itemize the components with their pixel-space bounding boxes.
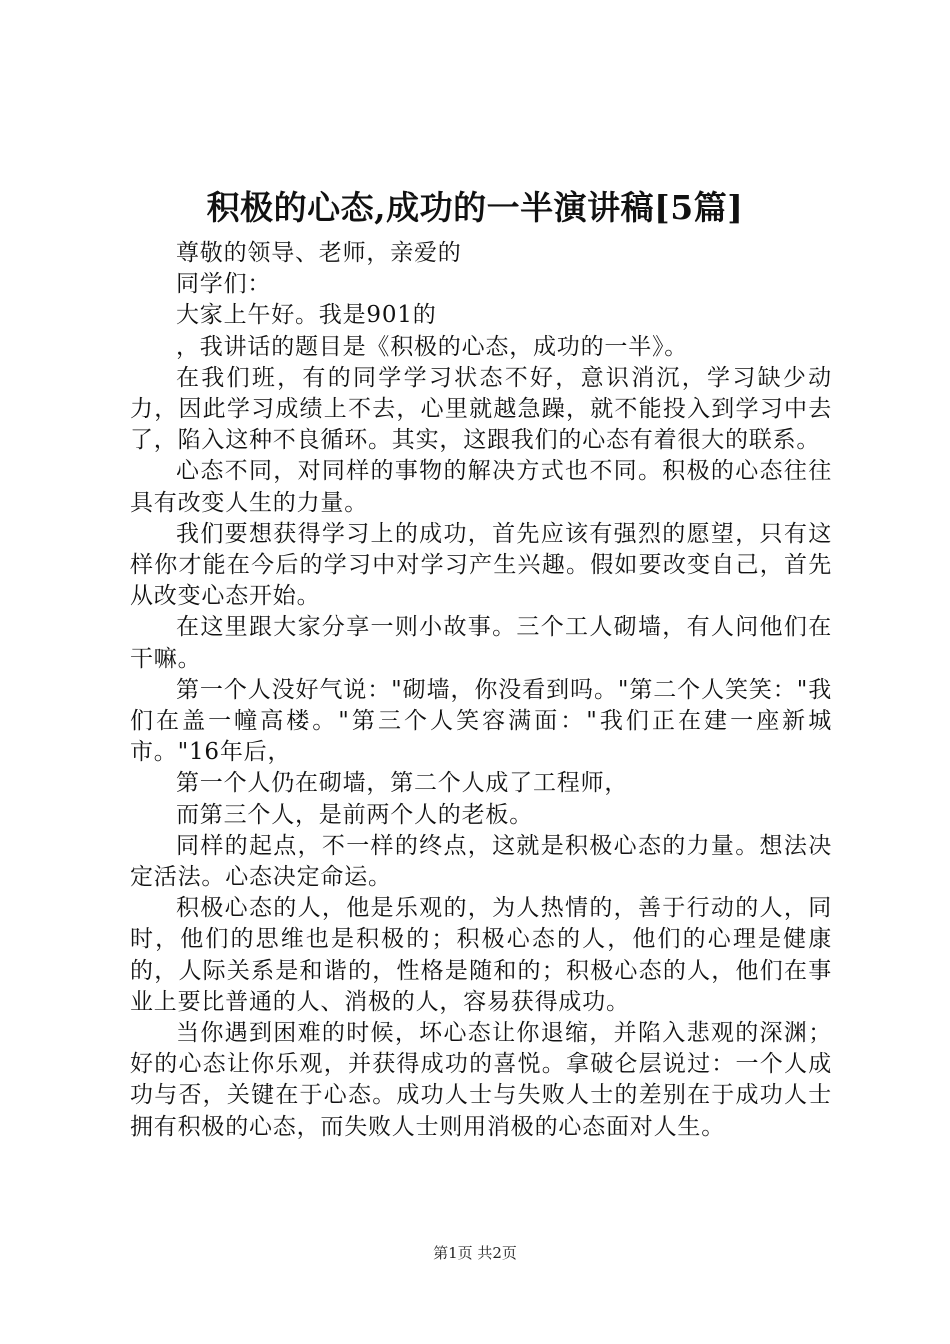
paragraph-topic: ，我讲话的题目是《积极的心态，成功的一半》。 bbox=[176, 333, 689, 360]
paragraph-story-outcome-1: 第一个人仍在砌墙，第二个人成了工程师， bbox=[176, 770, 629, 797]
paragraph-story-intro: 在这里跟大家分享一则小故事。三个工人砌墙，有人问他们在干嘛。 bbox=[130, 614, 832, 672]
paragraph-mindset-difference: 心态不同，对同样的事物的解决方式也不同。积极的心态往往具有改变人生的力量。 bbox=[130, 458, 832, 516]
paragraph-salutation-continued: 同学们： bbox=[176, 271, 272, 298]
document-body bbox=[130, 238, 832, 1143]
page-footer: 第1页 共2页 bbox=[433, 1244, 517, 1262]
paragraph-salutation: 尊敬的领导、老师，亲爱的 bbox=[176, 240, 462, 266]
paragraph-story-outcome-2: 而第三个人，是前两个人的老板。 bbox=[176, 801, 533, 828]
paragraph-positive-traits: 积极心态的人，他是乐观的，为人热情的，善于行动的人，同时，他们的思维也是积极的；积极心态的人，他们的心理是健康的，人际关系是和谐的，性格是随和的；积极心态的人，他们在事业上要比普通的人、消极的人，容易获得成功。 bbox=[130, 895, 832, 1015]
paragraph-story-lesson: 同样的起点，不一样的终点，这就是积极心态的力量。想法决定活法。心态决定命运。 bbox=[130, 832, 832, 891]
paragraph-class-situation: 在我们班，有的同学学习状态不好，意识消沉，学习缺少动力，因此学习成绩上不去，心里就越急躁，就不能投入到学习中去了，陷入这种不良循环。其实，这跟我们的心态有着很大的联系。 bbox=[130, 364, 832, 454]
document-title: 积极的心态,成功的一半演讲稿[5篇] bbox=[206, 188, 744, 227]
paragraph-difficulty: 当你遇到困难的时候，坏心态让你退缩，并陷入悲观的深渊；好的心态让你乐观，并获得成功的喜悦。拿破仑层说过：一个人成功与否，关键在于心态。成功人士与失败人士的差别在于成功人士拥有积极的心态，而失败人士则用消极的心态面对人生。 bbox=[130, 1020, 832, 1140]
paragraph-success-desire: 我们要想获得学习上的成功，首先应该有强烈的愿望，只有这样你才能在今后的学习中对学习产生兴趣。假如要改变自己，首先从改变心态开始。 bbox=[130, 520, 832, 610]
paragraph-greeting: 大家上午好。我是901的 bbox=[176, 302, 437, 329]
paragraph-story-dialogue: 第一个人没好气说："砌墙，你没看到吗。"第二个人笑笑："我们在盖一幢高楼。"第三个人笑容满面："我们正在建一座新城市。"16年后， bbox=[130, 676, 832, 766]
